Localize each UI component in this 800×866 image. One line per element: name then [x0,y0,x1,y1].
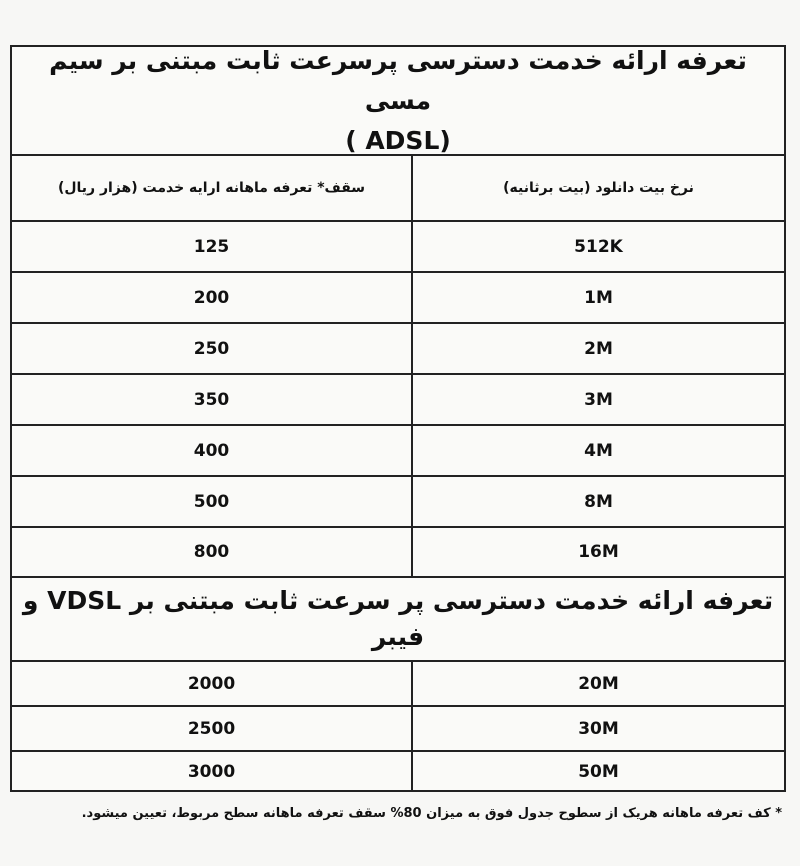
table-row [12,271,784,322]
vdsl-title-row [12,576,784,660]
price-cell: 800 [12,528,413,576]
speed-cell: 8M [584,491,613,512]
speed-cell: 1M [584,287,613,308]
speed-cell: 4M [584,440,613,461]
tariff-cap-header: سقف* تعرفه ماهانه ارایه خدمت (هزار ریال) [12,156,413,220]
tariff-table [10,45,786,792]
adsl-title-line2: ( ADSL) [345,125,451,155]
speed-cell: 16M [578,542,619,562]
price-cell: 400 [12,426,413,475]
speed-cell: 512K [574,236,623,257]
price-cell: 500 [12,477,413,526]
speed-cell: 20M [578,673,619,694]
table-row [12,220,784,271]
vdsl-title-line1: تعرفه ارائه خدمت دسترسی پر سرعت ثابت مبتنی بر VDSL و [22,586,774,615]
footnote: * کف تعرفه ماهانه هریک از سطوح جدول فوق به میزان 80% سقف تعرفه ماهانه سطح مربوط، تعیین میشود. [81,806,782,821]
adsl-title-line1: تعرفه ارائه خدمت دسترسی پرسرعت ثابت مبتنی بر سیم مسی [49,45,747,115]
vdsl-title-line2: فیبر [371,622,425,651]
speed-cell: 3M [584,389,613,410]
table-row [12,475,784,526]
table-row [12,660,784,705]
adsl-title-row [12,47,784,154]
price-cell: 250 [12,324,413,373]
speed-cell: 30M [578,718,619,739]
speed-cell: 2M [584,338,613,359]
table-row [12,750,784,792]
price-cell: 2500 [12,707,413,750]
price-cell: 3000 [12,752,413,792]
download-rate-header: نرخ بیت دانلود (بیت برثانیه) [503,180,694,196]
price-cell: 200 [12,273,413,322]
speed-cell: 50M [578,762,619,782]
table-row [12,705,784,750]
table-row [12,526,784,576]
table-row [12,424,784,475]
price-cell: 2000 [12,662,413,705]
column-header-row [12,154,784,220]
price-cell: 350 [12,375,413,424]
price-cell: 125 [12,222,413,271]
table-row [12,322,784,373]
table-row [12,373,784,424]
